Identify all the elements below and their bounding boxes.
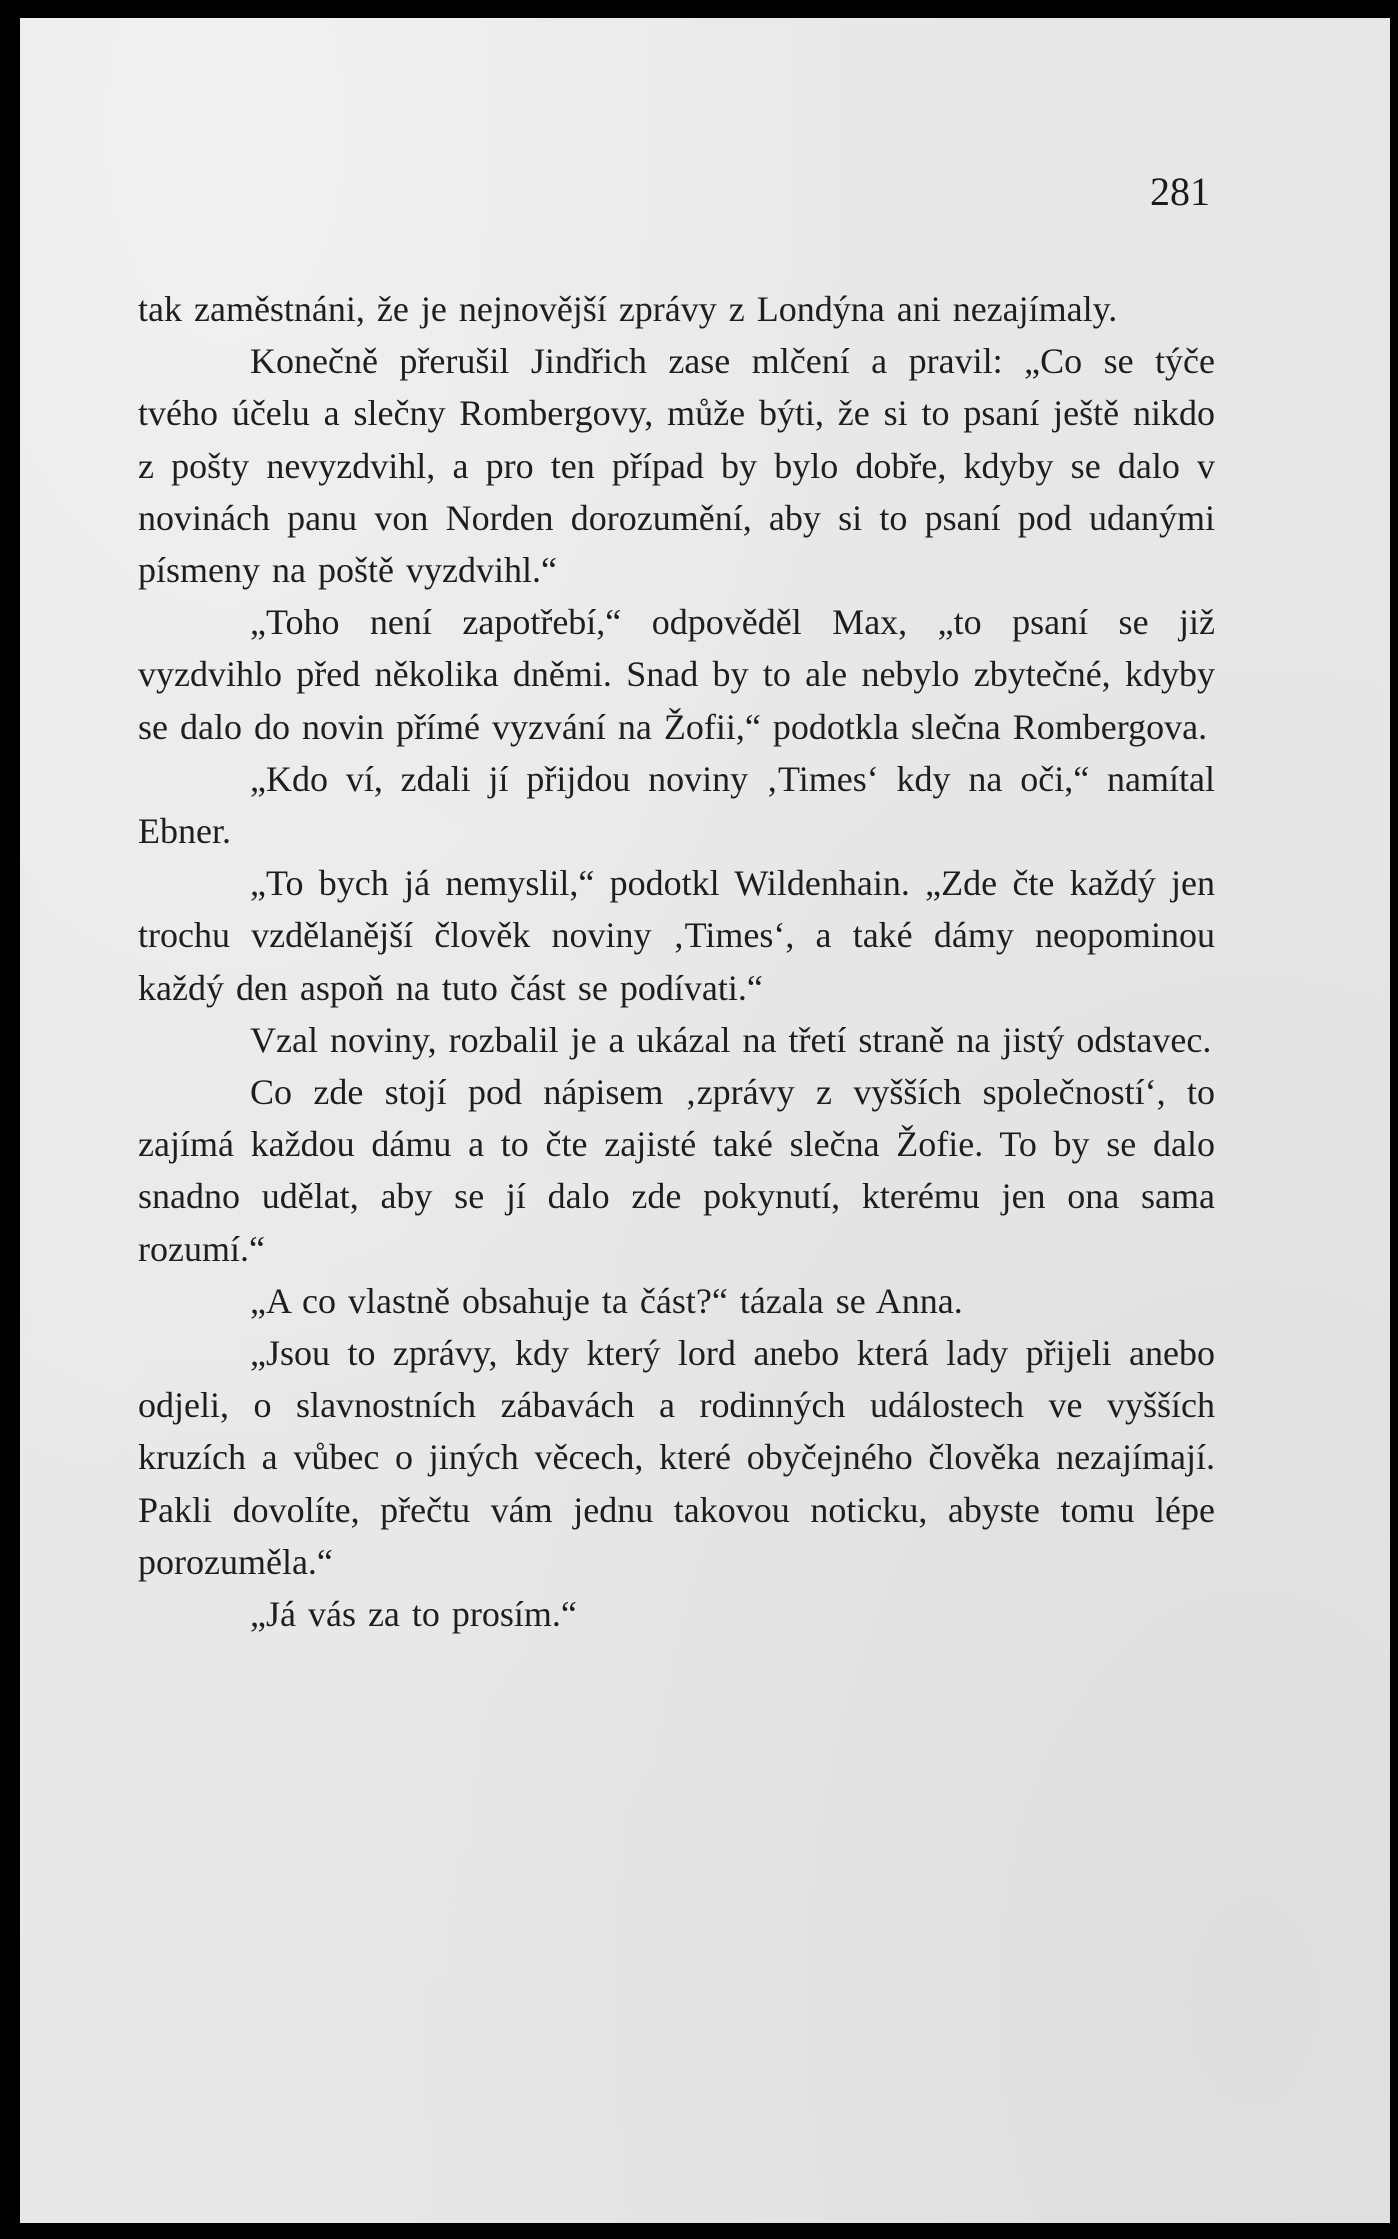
paragraph: „A co vlastně obsahuje ta část?“ tázala se Anna. <box>250 1280 963 1321</box>
paragraph: „Jsou to zprávy, kdy který lord anebo která lady přijeli anebo odjeli, o slavnostních zábavách a rodinných událostech ve vyšších kruzích a vůbec o jiných věcech, které obyčejného člověka nezajímají. Pakli dovolíte, přečtu vám jednu takovou noticku, abyste tomu lépe porozuměla.“ <box>138 1333 1215 1582</box>
paragraph: Konečně přerušil Jindřich zase mlčení a pravil: „Co se týče tvého účelu a slečny Rombergovy, může býti, že si to psaní ještě nikdo z pošty nevyzdvihl, a pro ten případ by bylo dobře, kdyby se dalo v novinách panu von Norden dorozumění, aby si to psaní pod udanými písmeny na poště vyzdvihl.“ <box>138 341 1215 591</box>
book-page <box>20 18 1390 2223</box>
paragraph: Vzal noviny, rozbalil je a ukázal na třetí straně na jistý odstavec. <box>250 1019 1212 1060</box>
body-text <box>138 283 1215 1640</box>
paragraph: „Kdo ví, zdali jí přijdou noviny ‚Times‘ kdy na oči,“ namítal Ebner. <box>138 758 1215 852</box>
paragraph: „Toho není zapotřebí,“ odpověděl Max, „to psaní se již vyzdvihlo před několika dněmi. Snad by to ale nebylo zbytečné, kdyby se dalo do novin přímé vyzvání na Žofii,“ podotkla slečna Rombergova. <box>138 602 1215 747</box>
paragraph: tak zaměstnáni, že je nejnovější zprávy z Londýna ani nezajímaly. <box>138 289 1118 329</box>
paragraph: „To bych já nemyslil,“ podotkl Wildenhain. „Zde čte každý jen trochu vzdělanější člověk noviny ‚Times‘, a také dámy neopominou každý den aspoň na tuto část se podívati.“ <box>138 863 1215 1008</box>
paragraph: „Já vás za to prosím.“ <box>250 1594 577 1635</box>
page-number: 281 <box>1150 169 1210 214</box>
paragraph: Co zde stojí pod nápisem ‚zprávy z vyšších společností‘, to zajímá každou dámu a to čte zajisté také slečna Žofie. To by se dalo snadno udělat, aby se jí dalo zde pokynutí, kterému jen ona sama rozumí.“ <box>138 1072 1215 1269</box>
